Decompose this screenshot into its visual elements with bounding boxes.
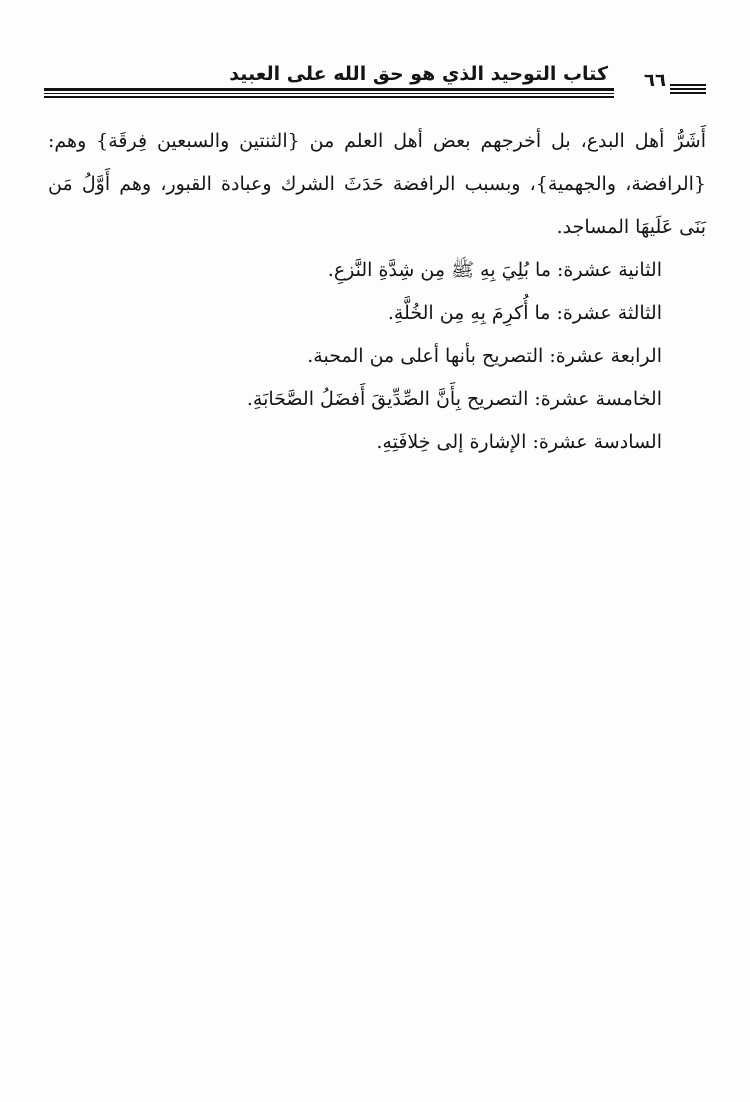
- book-title: كتاب التوحيد الذي هو حق الله على العبيد: [229, 63, 608, 85]
- body-paragraph: أَشَرُّ أهل البدع، بل أخرجهم بعض أهل العلم من {الثنتين والسبعين فِرقَة} وهم: {الرافضة، والجهمية}، وبسبب الرافضة حَدَثَ الشرك وعبادة القبور، وهم أَوَّلُ مَن بَنَى عَلَيهَا المساجد.: [48, 130, 706, 238]
- rule-line-thin: [44, 93, 614, 94]
- rule-line: [670, 92, 706, 94]
- list-item: الخامسة عشرة: التصريح بِأَنَّ الصِّدِّيقَ أَفضَلُ الصَّحَابَةِ.: [246, 388, 662, 410]
- page-number: ٦٦: [644, 70, 666, 91]
- list-item: السادسة عشرة: الإشارة إلى خِلافَتِهِ.: [376, 431, 662, 453]
- page-number-rule-lines: [670, 84, 706, 96]
- list-item: الثالثة عشرة: ما أُكرِمَ بِهِ مِن الخُلَّةِ.: [387, 302, 662, 324]
- running-header: [44, 60, 706, 102]
- list-item: الثانية عشرة: ما بُلِيَ بِهِ ﷺ مِن شِدَّةِ النَّزعِ.: [327, 259, 662, 281]
- rule-line: [670, 88, 706, 90]
- page-body: [48, 120, 706, 464]
- rule-line: [670, 84, 706, 86]
- rule-line-thick: [44, 88, 614, 91]
- header-rule-lines: [44, 88, 614, 100]
- rule-line: [44, 96, 614, 98]
- list-item: الرابعة عشرة: التصريح بأنها أعلى من المحبة.: [307, 345, 662, 367]
